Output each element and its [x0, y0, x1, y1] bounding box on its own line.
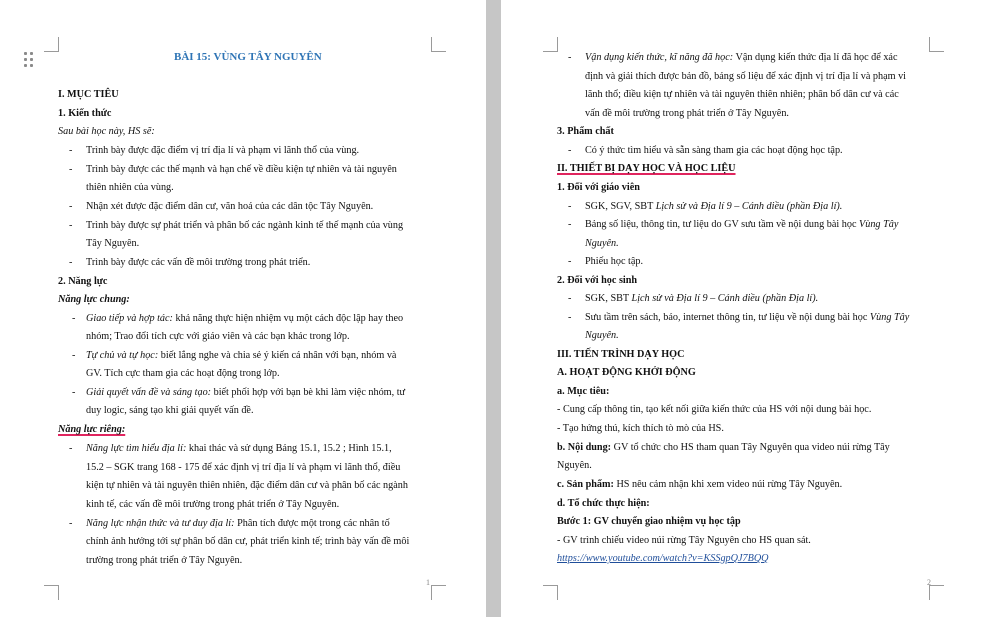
kt-item-2: Trình bày được các thế mạnh và hạn chế về điều kiện tự nhiên và tài nguyên [86, 164, 397, 175]
crop-mark [543, 37, 558, 52]
nlr-item-2-cont: chính ảnh hưởng tới sự phân bố dân cư, phát triển kinh tế; trình bày vấn đề môi [86, 536, 410, 547]
heading-giao-vien: 1. Đối với giáo viên [557, 182, 640, 193]
heading-hoc-sinh: 2. Đối với học sinh [557, 275, 638, 286]
crop-mark [929, 37, 944, 52]
youtube-link[interactable]: https://www.youtube.com/watch?v=KSSgpQJ7BQQ [557, 553, 769, 564]
hs-item-1: SGK, SBT Lịch sử và Địa lí 9 – Cánh diều (phần Địa lí). [585, 293, 819, 304]
pc-item: Có ý thức tìm hiểu và sẵn sàng tham gia các hoạt động học tập. [585, 145, 843, 156]
nlc-item-3-cont: duy logic, sáng tạo khi giải quyết vấn đề. [86, 405, 254, 416]
bullet-dash: - [72, 313, 76, 324]
bullet-dash: - [69, 443, 73, 454]
nlc-item-2: Tự chủ và tự học: biết lắng nghe và chia sẻ ý kiến cá nhân với bạn, nhóm và [86, 350, 397, 361]
page-title: BÀI 15: VÙNG TÂY NGUYÊN [174, 51, 322, 63]
bullet-dash: - [69, 164, 73, 175]
vd-item-cont: vấn đề môi trường trong phát triển ở Tây Nguyên. [585, 108, 789, 119]
heading-to-chuc: d. Tổ chức thực hiện: [557, 498, 650, 509]
nlr-item-1-cont: 15.2 – SGK trang 168 - 175 để xác định vị trí địa lí và phạm vi lãnh thổ, điều [86, 462, 401, 473]
kt-item-4: Trình bày được sự phát triển và phân bố các ngành kinh tế thế mạnh của vùng [86, 220, 404, 231]
crop-mark [543, 585, 558, 600]
nlr-item-1-cont: kinh tế, các vấn đề môi trường trong phát triển ở Tây Nguyên. [86, 499, 340, 510]
kt-item-4-cont: Tây Nguyên. [86, 238, 140, 249]
bullet-dash: - [568, 293, 572, 304]
buoc-1-text: - GV trình chiếu video núi rừng Tây Nguyên cho HS quan sát. [557, 535, 811, 546]
nlc-item-1: Giao tiếp và hợp tác: khả năng thực hiện nhiệm vụ một cách độc lập hay theo [86, 313, 404, 324]
bullet-dash: - [568, 145, 572, 156]
bullet-dash: - [568, 201, 572, 212]
crop-mark [431, 37, 446, 52]
hs-item-2: Sưu tầm trên sách, báo, internet thông tin, tư liệu về nội dung bài học Vùng Tây [585, 312, 910, 323]
nlr-item-2-cont: trường trong phát triển ở Tây Nguyên. [86, 555, 243, 566]
bullet-dash: - [72, 350, 76, 361]
heading-nang-luc-chung: Năng lực chung: [58, 294, 130, 305]
nlc-item-2-cont: GV. Tích cực tham gia các hoạt động trong lớp. [86, 368, 280, 379]
kt-item-1: Trình bày được đặc điểm vị trí địa lí và phạm vi lãnh thổ của vùng. [86, 145, 360, 156]
nlr-item-1: Năng lực tìm hiểu địa lí: khai thác và sử dụng Bảng 15.1, 15.2 ; Hình 15.1, [86, 443, 392, 454]
crop-mark [44, 37, 59, 52]
drag-handle-icon[interactable] [24, 52, 36, 68]
page-number: 2 [927, 578, 931, 587]
nlr-item-2: Năng lực nhận thức và tư duy địa lí: Phân tích được một trong các nhân tố [86, 518, 390, 529]
heading-muc-tieu: I. MỤC TIÊU [58, 89, 119, 100]
crop-mark [929, 585, 944, 600]
kt-item-2-cont: thiên nhiên của vùng. [86, 182, 174, 193]
nlc-item-1-cont: nhóm; Trao đổi tích cực với giáo viên và các bạn khác trong lớp. [86, 331, 350, 342]
mt-line-1: - Cung cấp thông tin, tạo kết nối giữa kiến thức của HS với nội dung bài học. [557, 404, 872, 415]
page-number: 1 [426, 578, 430, 587]
crop-mark [44, 585, 59, 600]
kt-item-5: Trình bày được các vấn đề môi trường trong phát triển. [86, 257, 311, 268]
vd-item-cont: lãnh thổ; điều kiện tự nhiên và tài nguyên thiên nhiên; phân bố dân cư và các [585, 89, 899, 100]
intro-text: Sau bài học này, HS sẽ: [58, 126, 155, 137]
bullet-dash: - [69, 518, 73, 529]
bullet-dash: - [568, 312, 572, 323]
document-page-2 [501, 0, 986, 617]
document-page-1 [0, 0, 486, 617]
heading-khoi-dong: A. HOẠT ĐỘNG KHỞI ĐỘNG [557, 367, 696, 378]
gv-item-3: Phiếu học tập. [585, 256, 644, 267]
bullet-dash: - [69, 145, 73, 156]
san-pham: c. Sản phẩm: HS nêu cảm nhận khi xem video núi rừng Tây Nguyên. [557, 479, 843, 490]
gv-item-2-cont: Nguyên. [585, 238, 619, 249]
vd-item-cont: định và giải thích được bản đồ, bảng số liệu để xác định vị trí địa lí và phạm vi [585, 71, 906, 82]
hs-item-2-cont: Nguyên. [585, 330, 619, 341]
bullet-dash: - [568, 256, 572, 267]
mt-line-2: - Tạo hứng thú, kích thích tò mò của HS. [557, 423, 724, 434]
bullet-dash: - [69, 257, 73, 268]
heading-pham-chat: 3. Phẩm chất [557, 126, 614, 137]
crop-mark [431, 585, 446, 600]
bullet-dash: - [69, 220, 73, 231]
heading-nang-luc: 2. Năng lực [58, 276, 108, 287]
noi-dung: b. Nội dung: GV tổ chức cho HS tham quan Tây Nguyên qua video núi rừng Tây [557, 442, 890, 453]
bullet-dash: - [69, 201, 73, 212]
heading-tien-trinh: III. TIẾN TRÌNH DẠY HỌC [557, 349, 685, 360]
gv-item-1: SGK, SGV, SBT Lịch sử và Địa lí 9 – Cánh diều (phần Địa lí). [585, 201, 843, 212]
bullet-dash: - [72, 387, 76, 398]
heading-nang-luc-rieng: Năng lực riêng: [58, 424, 126, 435]
vd-item: Vận dụng kiến thức, kĩ năng đã học: Vận dụng kiến thức địa lí đã học để xác [585, 52, 898, 63]
nlr-item-1-cont: kiện tự nhiên và tài nguyên thiên nhiên, đặc điểm dân cư và phân bố các ngành [86, 480, 408, 491]
noi-dung-cont: Nguyên. [557, 460, 592, 471]
nlc-item-3: Giải quyết vấn đề và sáng tạo: biết phối hợp với bạn bè khi làm việc nhóm, tư [86, 387, 406, 398]
kt-item-3: Nhận xét được đặc điểm dân cư, văn hoá của các dân tộc Tây Nguyên. [86, 201, 374, 212]
heading-thiet-bi: II. THIẾT BỊ DẠY HỌC VÀ HỌC LIỆU [557, 163, 736, 174]
gv-item-2: Bảng số liệu, thông tin, tư liệu do GV sưu tầm về nội dung bài học Vùng Tây [585, 219, 899, 230]
heading-muc-tieu-a: a. Mục tiêu: [557, 386, 610, 397]
bullet-dash: - [568, 219, 572, 230]
bullet-dash: - [568, 52, 572, 63]
heading-kien-thuc: 1. Kiến thức [58, 108, 112, 119]
heading-buoc-1: Bước 1: GV chuyển giao nhiệm vụ học tập [557, 516, 741, 527]
